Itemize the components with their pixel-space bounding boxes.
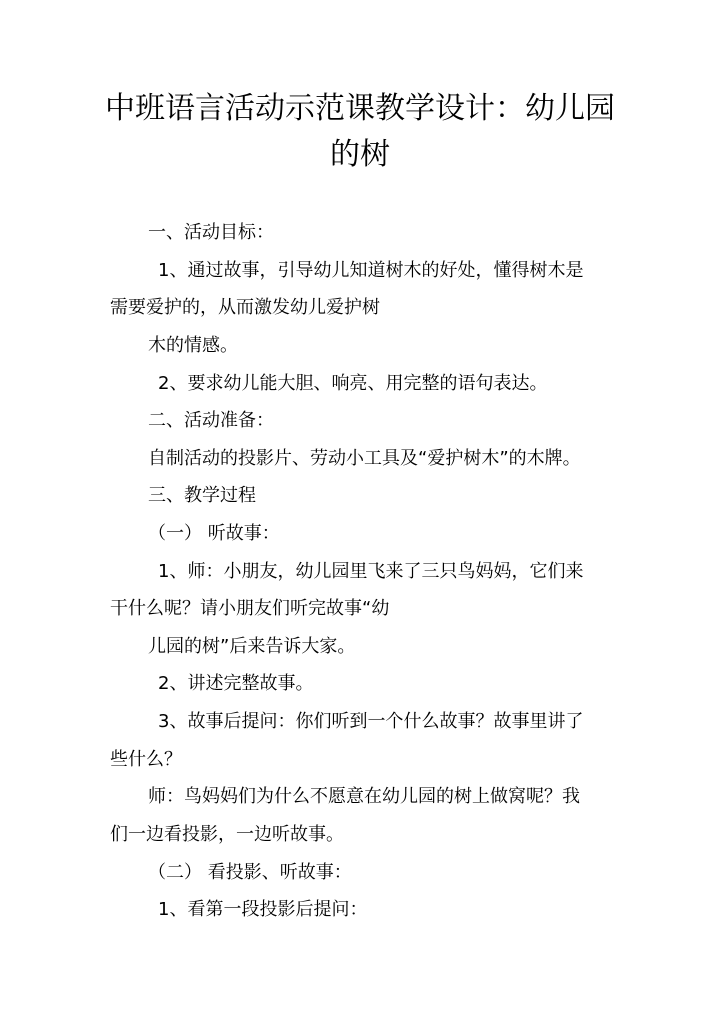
paragraph-line: 1、师：小朋友，幼儿园里飞来了三只鸟妈妈，它们来: [158, 561, 584, 582]
document-title: [100, 86, 620, 178]
paragraph-line: 些什么？: [110, 749, 182, 770]
paragraph-line: 师：鸟妈妈们为什么不愿意在幼儿园的树上做窝呢？我: [148, 786, 580, 807]
section-heading-goals: 一、活动目标：: [148, 222, 274, 243]
title-line-1: 中班语言活动示范课教学设计：幼儿园: [105, 91, 615, 126]
paragraph-line: 2、要求幼儿能大胆、响亮、用完整的语句表达。: [158, 373, 548, 394]
paragraph-line: 2、讲述完整故事。: [158, 673, 314, 694]
paragraph-line: 1、通过故事，引导幼儿知道树木的好处，懂得树木是: [158, 260, 584, 281]
section-heading-prep: 二、活动准备：: [148, 410, 274, 431]
section-heading-process: 三、教学过程: [148, 485, 256, 506]
paragraph-line: 干什么呢？请小朋友们听完故事“幼: [110, 598, 390, 619]
subsection-heading-watch: （二） 看投影、听故事：: [148, 862, 352, 883]
paragraph-line: 3、故事后提问：你们听到一个什么故事？故事里讲了: [158, 711, 584, 732]
paragraph-line: 1、看第一段投影后提问：: [158, 899, 368, 920]
paragraph-line: 需要爱护的，从而激发幼儿爱护树: [110, 297, 380, 318]
title-line-2: 的树: [330, 137, 390, 172]
paragraph-line: 儿园的树”后来告诉大家。: [148, 636, 356, 657]
paragraph-line: 们一边看投影，一边听故事。: [110, 824, 344, 845]
paragraph-line: 木的情感。: [148, 335, 238, 356]
paragraph-line: 自制活动的投影片、劳动小工具及“爱护树木”的木牌。: [148, 448, 581, 469]
subsection-heading-listen: （一） 听故事：: [148, 523, 280, 544]
